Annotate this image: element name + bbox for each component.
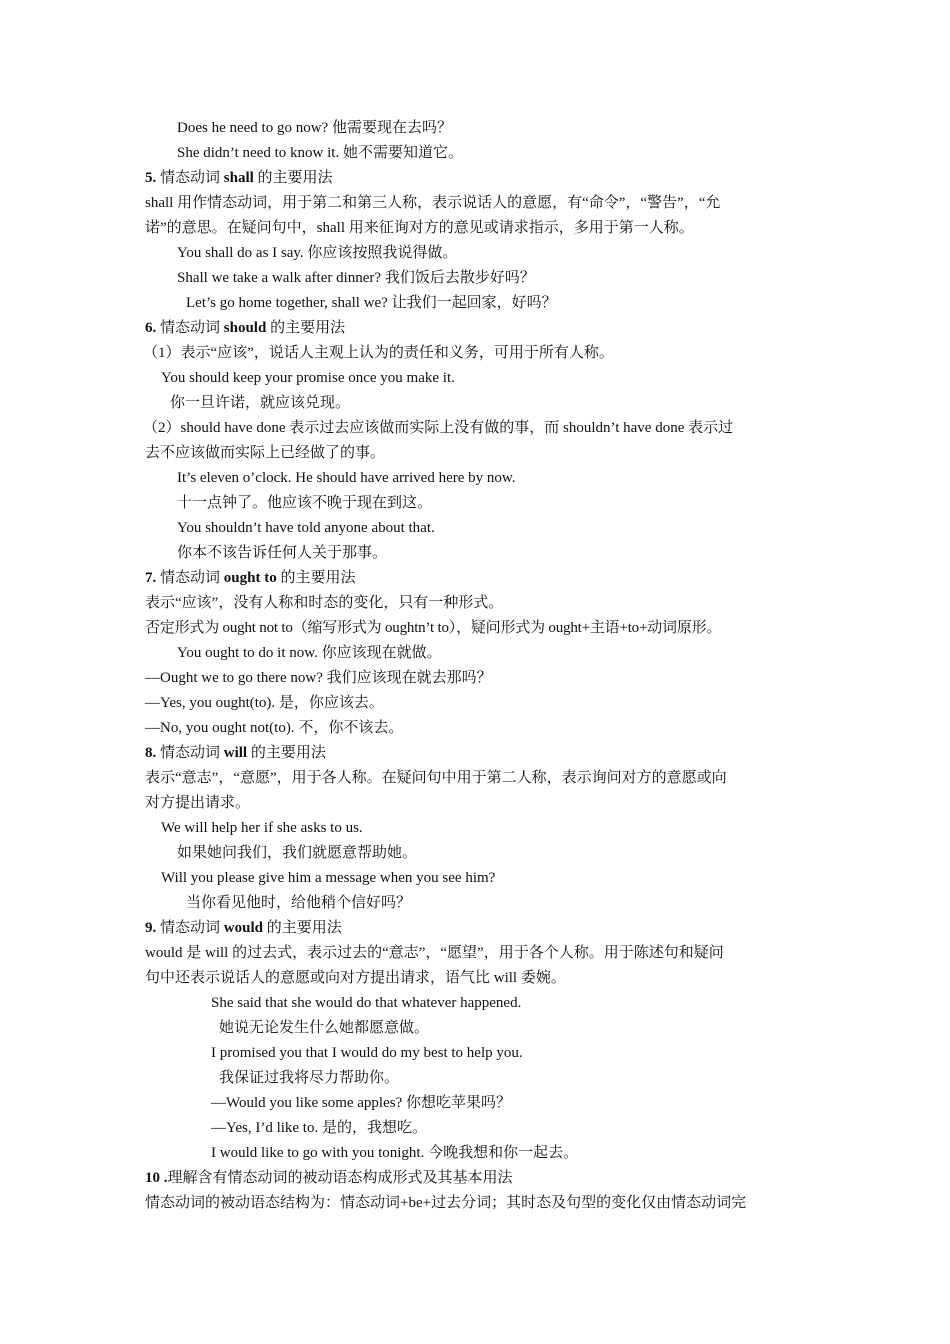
example-line: 如果她问我们，我们就愿意帮助她。	[177, 845, 418, 861]
text-line: 诺”的意思。在疑问句中，shall 用来征询对方的意见或请求指示，多用于第一人称。	[145, 220, 694, 236]
text-line: 否定形式为 ought not to（缩写形式为 oughtn’t to），疑问形式为 ought+主语+to+动词原形。	[145, 620, 722, 636]
example-line: I promised you that I would do my best to help you.	[211, 1045, 523, 1061]
text-line: She didn’t need to know it. 她不需要知道它。	[177, 145, 463, 161]
heading-text: 理解含有情态动词的被动语态构成形式及其基本用法	[167, 1170, 513, 1186]
example-line: 十一点钟了。他应该不晚于现在到这。	[177, 495, 433, 511]
dialog-line: —Yes, I’d like to. 是的，我想吃。	[211, 1120, 427, 1136]
example-line: You shouldn’t have told anyone about that.	[177, 520, 435, 536]
heading-number: 6.	[145, 320, 157, 336]
example-line: 你本不该告诉任何人关于那事。	[177, 545, 388, 561]
dialog-line: —Yes, you ought(to). 是，你应该去。	[145, 695, 384, 711]
example-line: It’s eleven o’clock. He should have arrived here by now.	[177, 470, 516, 486]
example-line: You shall do as I say. 你应该按照我说得做。	[177, 245, 458, 261]
heading-suffix: 的主要用法	[247, 745, 326, 761]
heading-prefix: 情态动词	[156, 170, 224, 186]
heading-number: 9.	[145, 920, 157, 936]
text-line: 句中还表示说话人的意愿或向对方提出请求，语气比 will 委婉。	[145, 970, 566, 986]
heading-number: 8.	[145, 745, 157, 761]
heading-suffix: 的主要用法	[262, 920, 342, 936]
text-line: 表示“应该”，没有人称和时态的变化，只有一种形式。	[145, 595, 504, 611]
example-line: 她说无论发生什么她都愿意做。	[219, 1020, 430, 1036]
dialog-line: —Ought we to go there now? 我们应该现在就去那吗？	[145, 670, 492, 686]
example-line: She said that she would do that whatever happened.	[211, 995, 522, 1011]
section-heading-6	[145, 318, 810, 338]
example-line: You ought to do it now. 你应该现在就做。	[177, 645, 442, 661]
text-line: 情态动词的被动语态结构为：情态动词+be+过去分词；其时态及句型的变化仅由情态动词完	[145, 1195, 747, 1211]
example-line: Shall we take a walk after dinner? 我们饭后去散步好吗？	[177, 270, 535, 286]
text-line: Does he need to go now? 他需要现在去吗？	[177, 120, 452, 136]
example-line: Will you please give him a message when you see him?	[161, 870, 496, 886]
dialog-line: —No, you ought not(to). 不，你不该去。	[145, 720, 404, 736]
heading-keyword: would	[223, 920, 263, 936]
heading-suffix: 的主要用法	[266, 320, 346, 336]
section-heading-7	[145, 568, 810, 588]
example-line: Let’s go home together, shall we? 让我们一起回家，好吗？	[186, 295, 557, 311]
heading-keyword: shall	[223, 170, 254, 186]
heading-keyword: should	[223, 320, 267, 336]
section-heading-5	[145, 168, 810, 188]
example-line: You should keep your promise once you make it.	[161, 370, 455, 386]
text-line: shall 用作情态动词，用于第二和第三人称，表示说话人的意愿，有“命令”，“警告”，“允	[145, 195, 721, 211]
heading-suffix: 的主要用法	[253, 170, 333, 186]
heading-keyword: will	[223, 745, 248, 761]
heading-prefix: 情态动词	[156, 570, 224, 586]
example-line: 你一旦许诺，就应该兑现。	[170, 395, 351, 411]
text-line: （2）should have done 表示过去应该做而实际上没有做的事，而 shouldn’t have done 表示过	[143, 420, 734, 436]
text-line: 对方提出请求。	[145, 795, 251, 811]
heading-keyword: ought to	[223, 570, 277, 586]
text-line: （1）表示“应该”，说话人主观上认为的责任和义务，可用于所有人称。	[143, 345, 614, 361]
heading-prefix: 情态动词	[156, 320, 224, 336]
section-heading-8	[145, 743, 810, 763]
heading-number: 10 .	[145, 1170, 168, 1186]
heading-suffix: 的主要用法	[276, 570, 356, 586]
text-line: 表示“意志”，“意愿”，用于各人称。在疑问句中用于第二人称，表示询问对方的意愿或向	[145, 770, 727, 786]
dialog-line: —Would you like some apples? 你想吃苹果吗？	[211, 1095, 512, 1111]
example-line: 当你看见他时，给他稍个信好吗？	[186, 895, 412, 911]
heading-prefix: 情态动词	[156, 920, 224, 936]
text-line: 去不应该做而实际上已经做了的事。	[145, 445, 386, 461]
section-heading-10	[145, 1168, 810, 1188]
heading-number: 7.	[145, 570, 157, 586]
section-heading-9	[145, 918, 810, 938]
heading-prefix: 情态动词	[156, 745, 224, 761]
example-line: 我保证过我将尽力帮助你。	[219, 1070, 400, 1086]
example-line: We will help her if she asks to us.	[161, 820, 363, 836]
heading-number: 5.	[145, 170, 157, 186]
example-line: I would like to go with you tonight. 今晚我想和你一起去。	[211, 1145, 579, 1161]
text-line: would 是 will 的过去式，表示过去的“意志”，“愿望”，用于各个人称。用于陈述句和疑问	[145, 945, 724, 961]
